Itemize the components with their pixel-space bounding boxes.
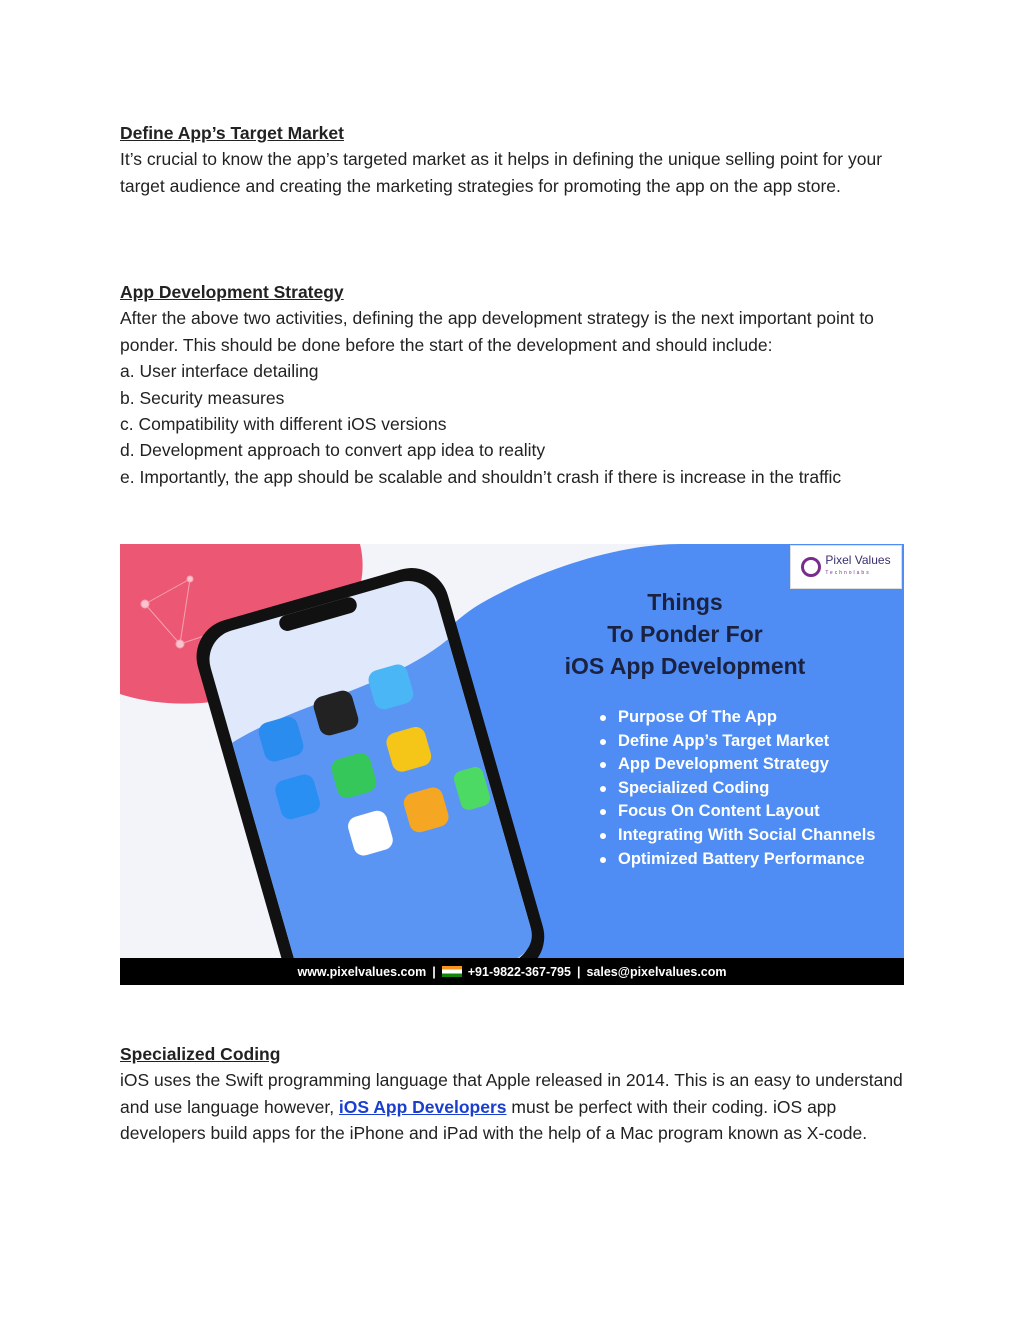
india-flag-icon — [442, 966, 462, 977]
banner-footer — [120, 958, 904, 985]
logo-subtext: Technolabs — [825, 570, 871, 576]
title-line: To Ponder For — [607, 621, 763, 647]
bullet-item: Optimized Battery Performance — [596, 848, 875, 872]
section-heading: App Development Strategy — [120, 282, 344, 302]
list-item: d. Development approach to convert app idea to reality — [120, 440, 546, 461]
bullet-item: Integrating With Social Channels — [596, 824, 875, 848]
infographic-banner — [120, 544, 904, 985]
section-specialized-coding — [120, 1041, 910, 1147]
title-line: Things — [647, 589, 723, 615]
bullet-item: App Development Strategy — [596, 753, 875, 777]
footer-phone: +91-9822-367-795 — [467, 964, 571, 979]
section-body: After the above two activities, defining the app development strategy is the next important point to ponder. This should be done before the start of the development and should include: — [120, 308, 874, 355]
section-heading: Define App’s Target Market — [120, 123, 344, 143]
list-item: e. Importantly, the app should be scalable and shouldn’t crash if there is increase in the traffic — [120, 466, 842, 487]
footer-website: www.pixelvalues.com — [297, 964, 427, 979]
body-text: iOS uses the Swift programming language that Apple released in 2014. This is an easy to understand and use language however, — [120, 1070, 903, 1117]
bullet-item: Purpose Of The App — [596, 706, 875, 730]
title-line: iOS App Development — [564, 653, 806, 679]
list-item: b. Security measures — [120, 387, 285, 408]
section-heading: Specialized Coding — [120, 1044, 281, 1064]
logo-text: Pixel Values — [825, 553, 891, 567]
bullet-item: Define App’s Target Market — [596, 730, 875, 754]
banner-title — [540, 586, 830, 682]
ios-app-developers-link[interactable]: iOS App Developers — [338, 1096, 507, 1117]
footer-separator: | — [432, 964, 436, 979]
pixel-values-logo — [790, 545, 902, 589]
section-body: It’s crucial to know the app’s targeted market as it helps in defining the unique selling point for your target audience and creating the marketing strategies for promoting the app on the app store. — [120, 149, 883, 196]
list-item: c. Compatibility with different iOS versions — [120, 414, 447, 435]
bullet-item: Focus On Content Layout — [596, 800, 875, 824]
section-target-market — [120, 120, 910, 199]
banner-bullet-list — [596, 706, 875, 871]
footer-email: sales@pixelvalues.com — [586, 964, 727, 979]
bullet-item: Specialized Coding — [596, 777, 875, 801]
footer-separator: | — [576, 964, 581, 979]
list-item: a. User interface detailing — [120, 361, 319, 382]
logo-mark-icon — [801, 557, 821, 577]
body-text: must be perfect with their coding. iOS app developers build apps for the iPhone and iPad with the help of a Mac program known as X-code. — [120, 1096, 868, 1144]
section-body — [120, 1067, 910, 1146]
section-dev-strategy — [120, 279, 910, 490]
